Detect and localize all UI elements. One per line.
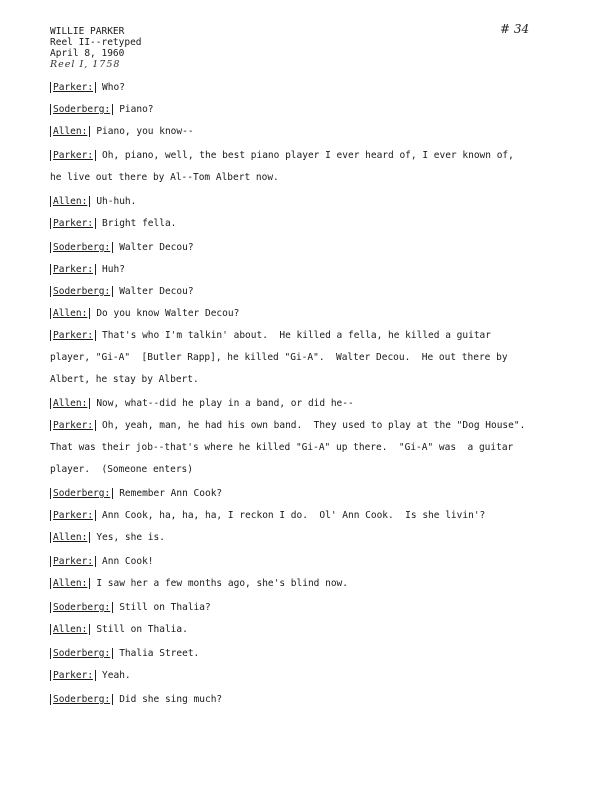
interview-date: April 8, 1960	[50, 48, 125, 59]
transcript-line	[50, 624, 590, 635]
speaker-name: Allen:	[53, 532, 88, 543]
speaker-name: Parker:	[53, 420, 94, 431]
utterance-text: That was their job--that's where he killed "Gi-A" up there. "Gi-A" was a guitar	[50, 442, 514, 453]
utterance-text: Who?	[102, 82, 125, 93]
document-header	[50, 26, 142, 70]
transcript-line	[50, 398, 590, 409]
utterance-text: Walter Decou?	[119, 286, 194, 297]
transcript-line	[50, 286, 590, 297]
speaker-name: Soderberg:	[53, 694, 111, 705]
speaker-label	[50, 196, 90, 207]
speaker-label	[50, 126, 90, 137]
transcript-line	[50, 420, 590, 431]
speaker-label	[50, 150, 96, 161]
transcript-line	[50, 556, 590, 567]
speaker-name: Allen:	[53, 126, 88, 137]
transcript-line	[50, 330, 590, 341]
interviewee-name: WILLIE PARKER	[50, 26, 125, 37]
utterance-text: Remember Ann Cook?	[119, 488, 223, 499]
transcript-line	[50, 196, 590, 207]
utterance-text: Thalia Street.	[119, 648, 200, 659]
utterance-text: Uh-huh.	[96, 196, 137, 207]
reel-label: Reel II--retyped	[50, 37, 142, 48]
transcript-line	[50, 694, 590, 705]
speaker-label	[50, 488, 113, 499]
speaker-name: Parker:	[53, 330, 94, 341]
speaker-label	[50, 648, 113, 659]
speaker-name: Soderberg:	[53, 286, 111, 297]
speaker-label	[50, 398, 90, 409]
utterance-text: Walter Decou?	[119, 242, 194, 253]
speaker-name: Allen:	[53, 196, 88, 207]
transcript-line	[50, 532, 590, 543]
utterance-text: Oh, piano, well, the best piano player I ever heard of, I ever known of,	[102, 150, 514, 161]
transcript-line	[50, 352, 590, 363]
transcript-line	[50, 464, 590, 475]
speaker-label	[50, 556, 96, 567]
transcript-line	[50, 242, 590, 253]
speaker-label	[50, 218, 96, 229]
handwritten-note: Reel I, 1758	[50, 59, 121, 70]
speaker-name: Soderberg:	[53, 648, 111, 659]
transcript-line	[50, 602, 590, 613]
transcript-line	[50, 82, 590, 93]
speaker-label	[50, 286, 113, 297]
utterance-text: he live out there by Al--Tom Albert now.	[50, 172, 279, 183]
utterance-text: Yeah.	[102, 670, 131, 681]
speaker-name: Parker:	[53, 556, 94, 567]
transcript-line	[50, 648, 590, 659]
speaker-name: Soderberg:	[53, 602, 111, 613]
utterance-text: player. (Someone enters)	[50, 464, 193, 475]
speaker-label	[50, 330, 96, 341]
utterance-text: player, "Gi-A" [Butler Rapp], he killed "Gi-A". Walter Decou. He out there by	[50, 352, 508, 363]
speaker-name: Soderberg:	[53, 242, 111, 253]
transcript-line	[50, 442, 590, 453]
speaker-name: Parker:	[53, 670, 94, 681]
utterance-text: I saw her a few months ago, she's blind now.	[96, 578, 348, 589]
utterance-text: Piano, you know--	[96, 126, 194, 137]
speaker-name: Soderberg:	[53, 104, 111, 115]
utterance-text: Still on Thalia.	[96, 624, 188, 635]
speaker-label	[50, 602, 113, 613]
speaker-label	[50, 624, 90, 635]
speaker-name: Parker:	[53, 150, 94, 161]
speaker-name: Allen:	[53, 398, 88, 409]
utterance-text: Still on Thalia?	[119, 602, 211, 613]
utterance-text: Ann Cook!	[102, 556, 154, 567]
utterance-text: Ann Cook, ha, ha, ha, I reckon I do. Ol' Ann Cook. Is she livin'?	[102, 510, 486, 521]
speaker-label	[50, 242, 113, 253]
speaker-label	[50, 532, 90, 543]
transcript-line	[50, 308, 590, 319]
speaker-name: Parker:	[53, 264, 94, 275]
transcript-line	[50, 150, 590, 161]
speaker-label	[50, 420, 96, 431]
utterance-text: Oh, yeah, man, he had his own band. They used to play at the "Dog House".	[102, 420, 526, 431]
utterance-text: Piano?	[119, 104, 154, 115]
transcript-line	[50, 126, 590, 137]
transcript-line	[50, 218, 590, 229]
speaker-label	[50, 670, 96, 681]
utterance-text: Yes, she is.	[96, 532, 165, 543]
speaker-name: Parker:	[53, 218, 94, 229]
utterance-text: That's who I'm talkin' about. He killed a fella, he killed a guitar	[102, 330, 491, 341]
utterance-text: Huh?	[102, 264, 125, 275]
speaker-name: Allen:	[53, 308, 88, 319]
transcript-line	[50, 578, 590, 589]
speaker-name: Soderberg:	[53, 488, 111, 499]
speaker-label	[50, 308, 90, 319]
transcript-line	[50, 374, 590, 385]
utterance-text: Do you know Walter Decou?	[96, 308, 240, 319]
utterance-text: Bright fella.	[102, 218, 177, 229]
transcript-line	[50, 172, 590, 183]
transcript-line	[50, 510, 590, 521]
transcript-line	[50, 264, 590, 275]
speaker-label	[50, 104, 113, 115]
speaker-name: Parker:	[53, 82, 94, 93]
speaker-label	[50, 264, 96, 275]
transcript-line	[50, 488, 590, 499]
utterance-text: Albert, he stay by Albert.	[50, 374, 199, 385]
page-number: # 34	[500, 22, 530, 36]
utterance-text: Now, what--did he play in a band, or did he--	[96, 398, 354, 409]
speaker-label	[50, 694, 113, 705]
transcript-line	[50, 670, 590, 681]
utterance-text: Did she sing much?	[119, 694, 223, 705]
speaker-name: Parker:	[53, 510, 94, 521]
speaker-label	[50, 82, 96, 93]
transcript-line	[50, 104, 590, 115]
speaker-label	[50, 578, 90, 589]
speaker-name: Allen:	[53, 578, 88, 589]
speaker-name: Allen:	[53, 624, 88, 635]
speaker-label	[50, 510, 96, 521]
